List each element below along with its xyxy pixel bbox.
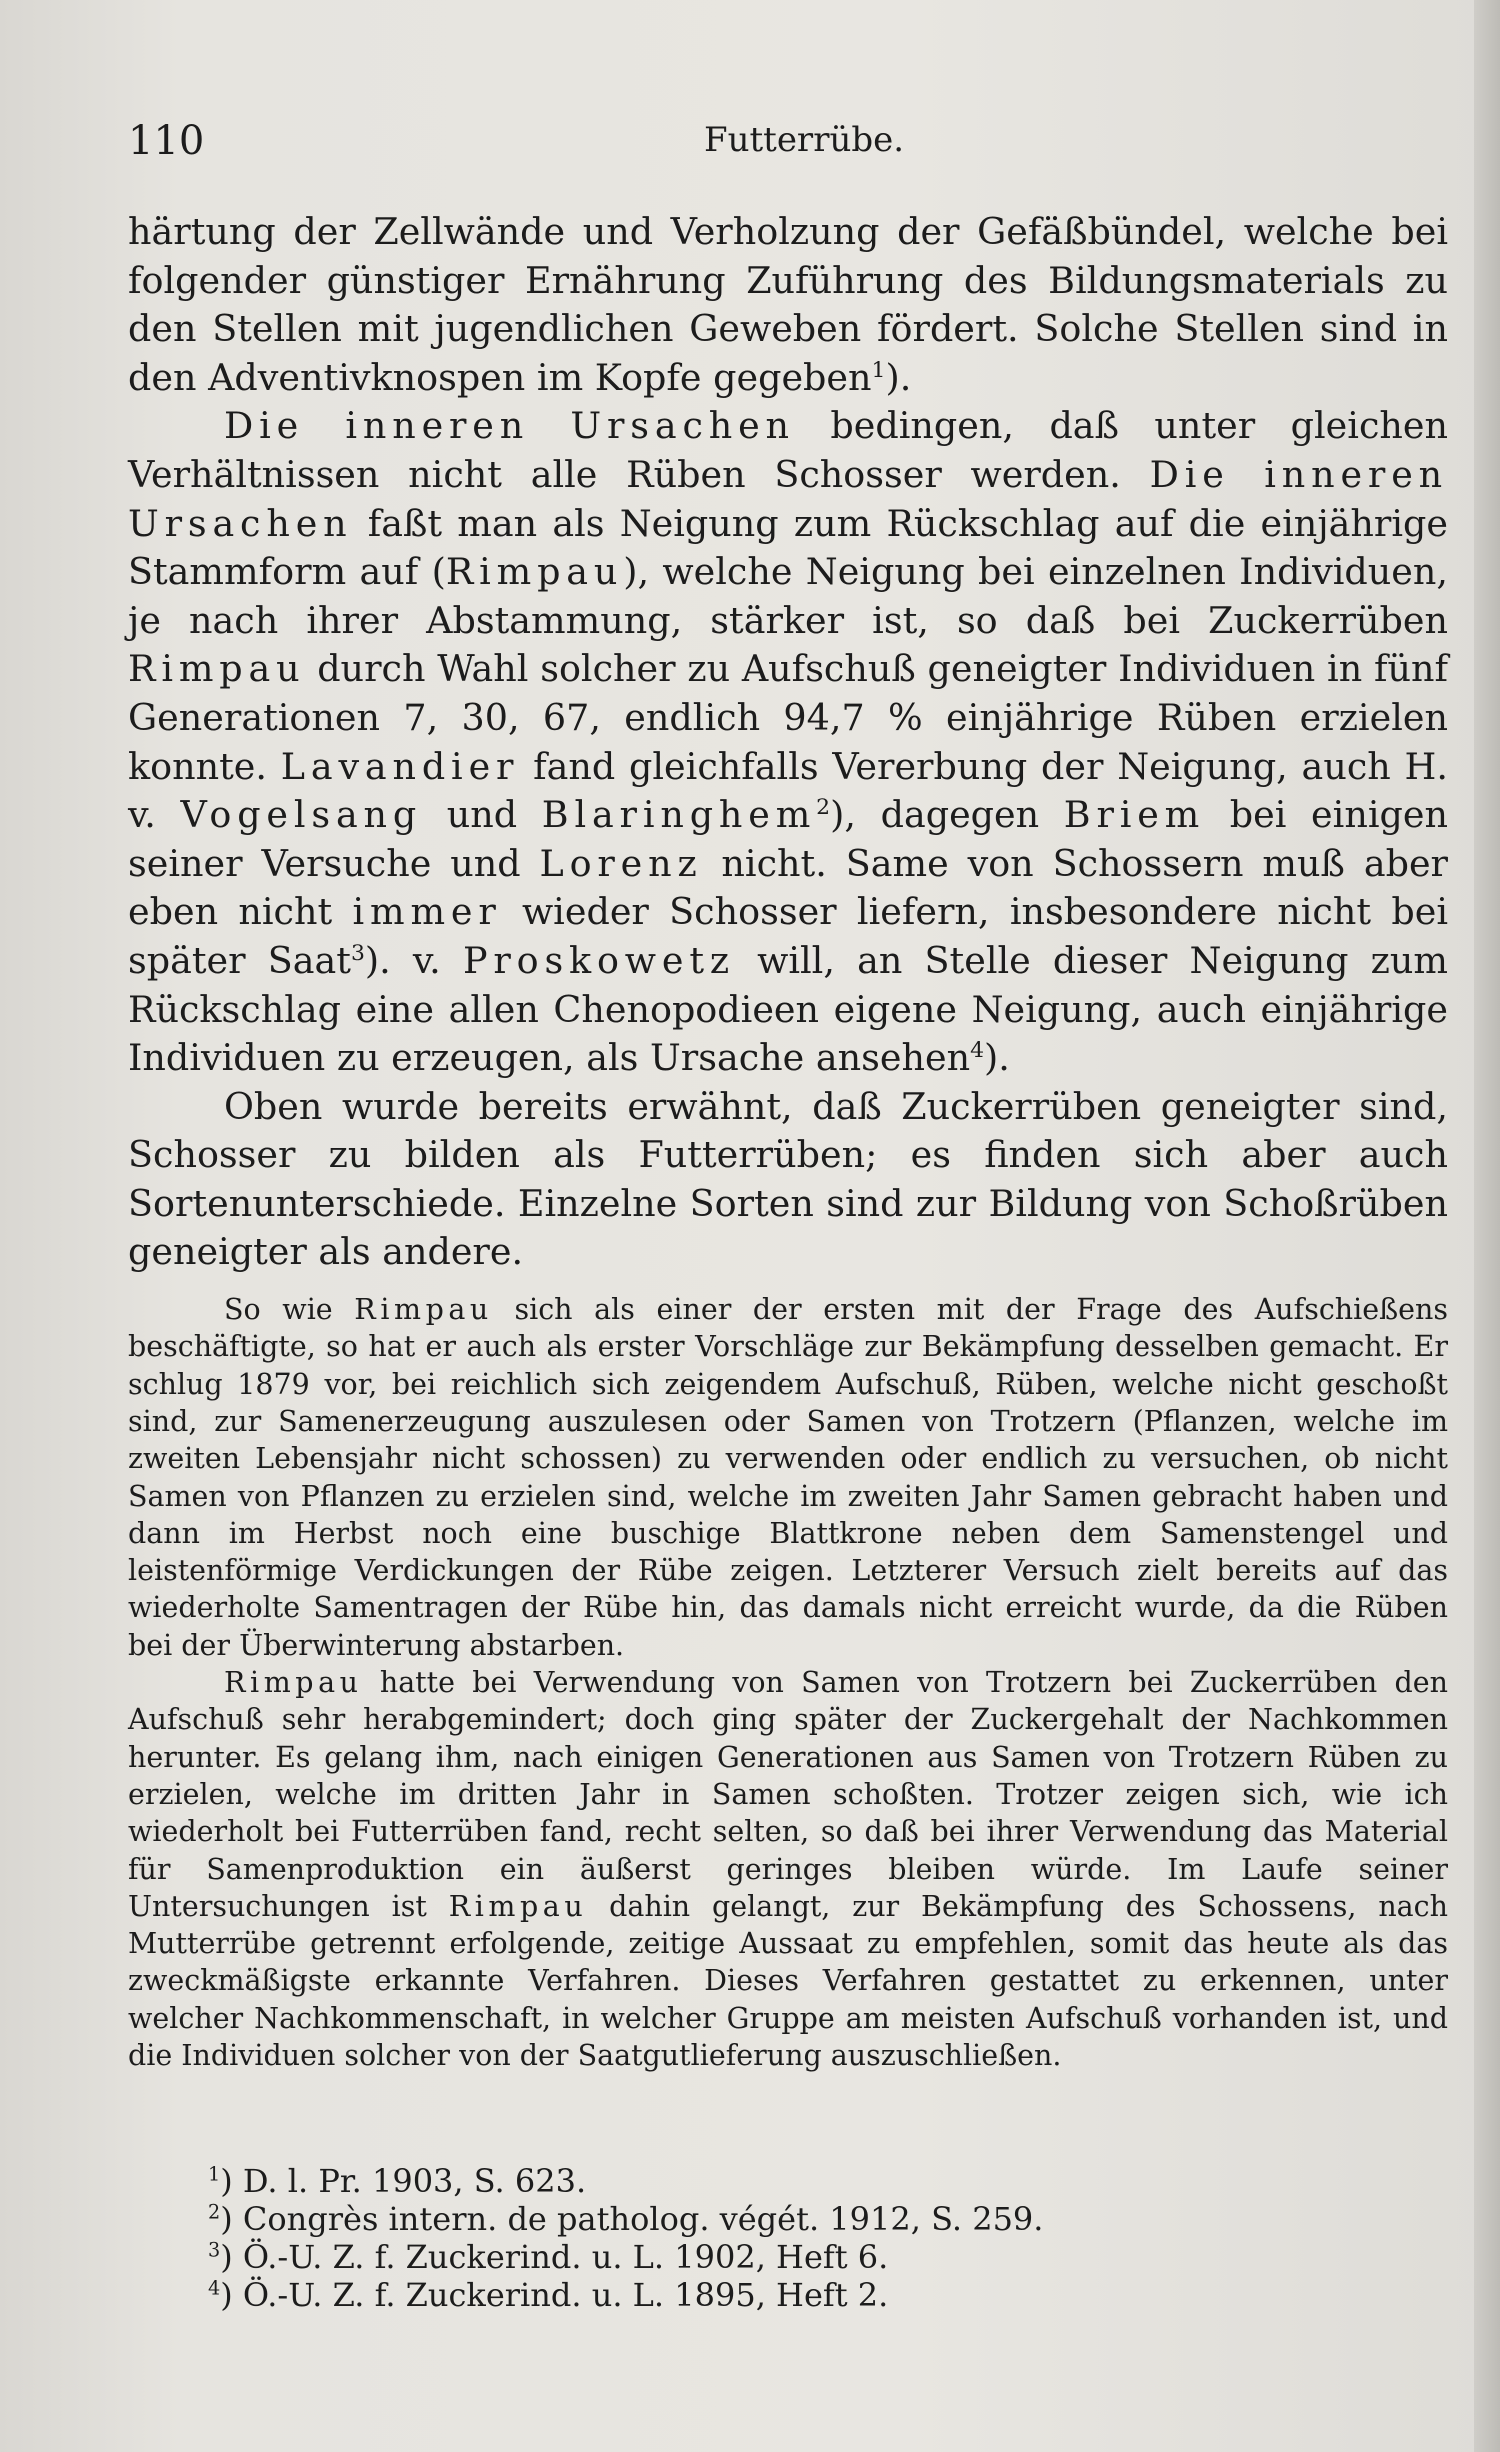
footnote-mark: 1 (208, 2162, 221, 2186)
author-name: Proskowetz (462, 938, 735, 982)
author-name: Rimpau (445, 550, 624, 594)
text-run: härtung der Zellwände und Verholzung der Gefäßbündel, welche bei folgender günstiger Ernährung Zuführung des Bildungsmaterials zu den Stellen mit jugendlichen Geweben fördert. Solche Stellen sind in den Adventivknospen im Kopfe gegeben (128, 210, 1448, 399)
author-name: Vogelsang (180, 793, 423, 837)
page-edge (1474, 0, 1500, 2452)
author-name: Rimpau (224, 1666, 363, 1700)
main-text (128, 208, 1448, 1277)
footnote-2 (208, 2200, 1108, 2238)
footnote-ref-1: 1 (871, 357, 886, 383)
author-name: Rimpau (354, 1293, 493, 1327)
page-header (128, 118, 1448, 178)
footnote-text: ) Ö.-U. Z. f. Zuckerind. u. L. 1902, Heft 6. (220, 2238, 889, 2276)
footnote-text: ) Ö.-U. Z. f. Zuckerind. u. L. 1895, Heft 2. (220, 2276, 889, 2314)
footnote-text: ) D. l. Pr. 1903, S. 623. (220, 2162, 587, 2200)
footnote-text: ) Congrès intern. de patholog. végét. 1912, S. 259. (220, 2200, 1044, 2238)
footnote-mark: 2 (208, 2200, 221, 2224)
footnote-ref-4: 4 (970, 1037, 985, 1063)
footnote-mark: 4 (208, 2276, 221, 2300)
text-run: faßt man als Neigung zum Rückschlag auf die einjährige Stammform auf ( (128, 501, 1448, 594)
author-name: Lavandier (280, 744, 520, 788)
text-run: bedingen, daß unter gleichen Verhältnissen nicht alle Rüben Schosser werden. (128, 404, 1449, 496)
small-paragraph-2 (128, 1664, 1448, 2074)
footnotes (208, 2162, 1108, 2314)
author-name: Rimpau (128, 647, 306, 691)
footnote-mark: 3 (208, 2238, 221, 2262)
footnote-3 (208, 2238, 1108, 2276)
footnote-ref-3: 3 (350, 940, 365, 966)
author-name: Briem (1063, 793, 1206, 837)
text-run: bei einigen seiner Versuche und (128, 793, 1448, 885)
text-run: und (422, 793, 542, 837)
text-run: ), welche Neigung bei einzelnen Individuen, je nach ihrer Abstammung, stärker ist, so daß bei Zuckerrüben (128, 550, 1448, 642)
paragraph-2 (128, 402, 1448, 1082)
small-print-section (128, 1291, 1448, 2074)
text-run: So wie (224, 1293, 355, 1327)
footnote-4 (208, 2276, 1108, 2314)
text-run: sich als einer der ersten mit der Frage des Aufschießens beschäftigte, so hat er auch als erster Vorschläge zur Bekämpfung desselben gemacht. Er schlug 1879 vor, bei reichlich sich zeigendem Aufschuß, Rüben, welche nicht geschoßt sind, zur Samenerzeugung auszulesen oder Samen von Trotzern (Pflanzen, welche im zweiten Lebensjahr nicht schossen) zu verwenden oder endlich zu versuchen, ob nicht Samen von Pflanzen zu erzielen sind, welche im zweiten Jahr Samen gebracht haben und dann im Herbst noch eine buschige Blattkrone neben dem Samenstengel und leistenförmige Verdickungen der Rübe zeigen. Letzterer Versuch zielt bereits auf das wiederholte Samentragen der Rübe hin, das damals nicht erreicht wurde, da die Rüben bei der Überwinterung abstarben. (128, 1293, 1448, 1662)
page-number: 110 (128, 118, 205, 164)
text-run: ), dagegen (830, 793, 1064, 837)
text-run: wieder Schosser liefern, insbesondere nicht bei später Saat (128, 890, 1448, 982)
paragraph-1 (128, 208, 1448, 402)
spaced-text: Die inneren Ursachen (224, 404, 795, 448)
running-title: Futterrübe. (704, 120, 905, 160)
author-name: Rimpau (448, 1889, 588, 1923)
paragraph-3: Oben wurde bereits erwähnt, daß Zuckerrüben geneigter sind, Schosser zu bilden als Futterrüben; es finden sich aber auch Sortenunterschiede. Einzelne Sorten sind zur Bildung von Schoßrüben geneigter als andere. (128, 1084, 1448, 1274)
text-run: durch Wahl solcher zu Aufschuß geneigter Individuen in fünf Generationen 7, 30, 67, endlich 94,7 % einjährige Rüben erzielen konnte. (128, 647, 1448, 788)
footnote-ref-2: 2 (816, 794, 831, 820)
author-name: Lorenz (539, 841, 703, 885)
text-run: hatte bei Verwendung von Samen von Trotzern bei Zuckerrüben den Aufschuß sehr herabgemindert; doch ging später der Zuckergehalt der Nachkommen herunter. Es gelang ihm, nach einigen Generationen aus Samen von Trotzern Rüben zu erzielen, welche im dritten Jahr in Samen schoßten. Trotzer zeigen sich, wie ich wiederholt bei Futterrüben fand, recht selten, so daß bei ihrer Verwendung das Material für Samenproduktion ein äußerst geringes bleiben würde. Im Laufe seiner Untersuchungen ist (128, 1666, 1448, 1923)
text-run: nicht. Same von Schossern muß aber eben nicht (128, 841, 1448, 934)
text-run: dahin gelangt, zur Bekämpfung des Schossens, nach Mutterrübe getrennt erfolgende, zeitige Aussaat zu empfehlen, somit das heute als das zweckmäßigste erkannte Verfahren. Dieses Verfahren gestattet zu erkennen, unter welcher Nachkommenschaft, in welcher Gruppe am meisten Aufschuß vorhanden ist, und die Individuen solcher von der Saatgutlieferung auszuschließen. (128, 1889, 1448, 2072)
spaced-text: Die inneren Ursachen (128, 452, 1449, 545)
footnote-1 (208, 2162, 1108, 2200)
text-run: ). (885, 355, 912, 399)
author-name: Blaringhem (541, 793, 817, 837)
spaced-text: immer (352, 890, 502, 934)
text-run: will, an Stelle dieser Neigung zum Rückschlag eine allen Chenopodieen eigene Neigung, auch einjährige Individuen zu erzeugen, als Ursache ansehen (128, 938, 1448, 1080)
text-run: fand gleichfalls Vererbung der Neigung, auch H. v. (128, 744, 1448, 837)
page-body (128, 208, 1448, 2074)
small-paragraph-1 (128, 1291, 1448, 1664)
text-run: ). (984, 1036, 1010, 1080)
text-run: ). v. (364, 938, 463, 982)
